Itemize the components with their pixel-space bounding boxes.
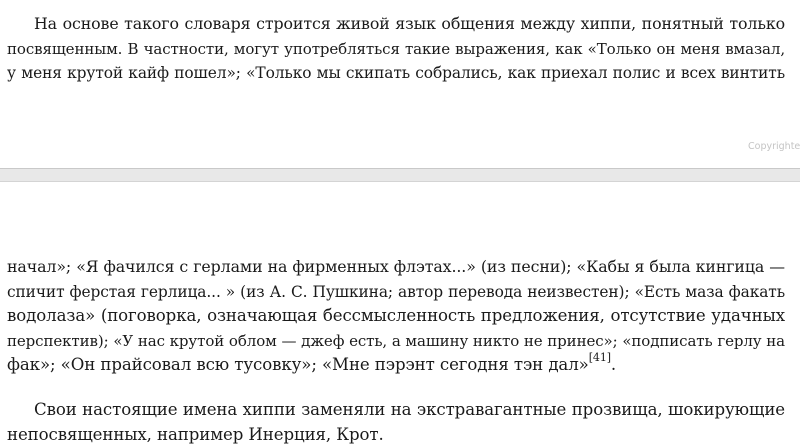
page-top [0, 0, 800, 168]
text-line: спичит ферстая герлица... » (из А. С. Пушкина; автор перевода неизвестен); «Есть маза факать [7, 280, 785, 305]
footnote-reference[interactable]: [41] [589, 351, 611, 364]
text-line: Свои настоящие имена хиппи заменяли на экстравагантные прозвища, шокирующие [7, 398, 785, 423]
text-line: На основе такого словаря строится живой язык общения между хиппи, понятный только [7, 12, 785, 37]
paragraph-slang-intro [7, 12, 785, 86]
text-line: посвященным. В частности, могут употребляться такие выражения, как «Только он меня вмазал, [7, 37, 785, 62]
paragraph-slang-continued [7, 255, 785, 378]
text-line-content: фак»; «Он прайсовал всю тусовку»; «Мне пэрэнт сегодня тэн дал» [7, 355, 589, 374]
page-break-divider [0, 168, 800, 182]
text-line: непосвященных, например Инерция, Крот. [7, 423, 785, 447]
text-line: у меня крутой кайф пошел»; «Только мы скипать собрались, как приехал полис и всех винтить [7, 61, 785, 86]
page-bottom [0, 182, 800, 446]
text-line: водолаза» (поговорка, означающая бессмысленность предложения, отсутствие удачных [7, 304, 785, 329]
copyright-watermark: Copyrighte [748, 141, 800, 152]
paragraph-nicknames [7, 398, 785, 447]
text-line: перспектив); «У нас крутой облом — джеф есть, а машину никто не принес»; «подписать герлу на [7, 329, 785, 354]
closing-punctuation: . [611, 355, 616, 374]
text-line [7, 353, 785, 378]
text-line: начал»; «Я фачился с герлами на фирменных флэтах...» (из песни); «Кабы я была кингица — [7, 255, 785, 280]
